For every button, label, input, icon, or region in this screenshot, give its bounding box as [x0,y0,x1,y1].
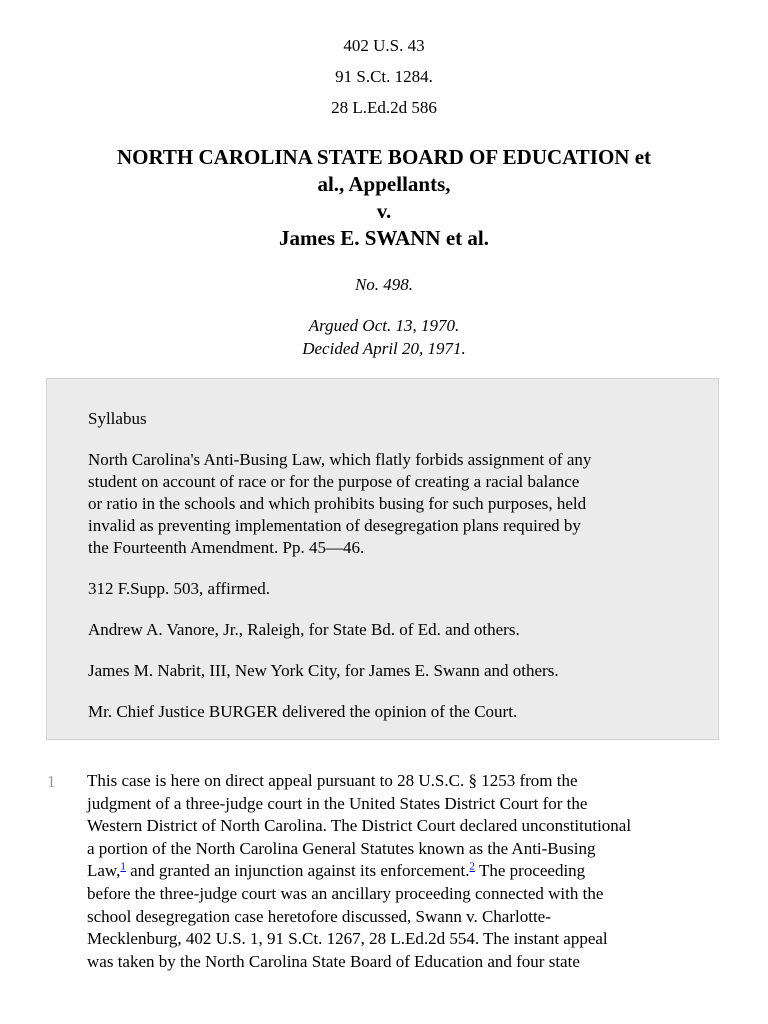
syllabus-heading: Syllabus [88,409,147,428]
case-title [40,144,728,252]
paragraph-text: and granted an injunction against its enforcement. [125,861,470,881]
syllabus-summary-line: North Carolina's Anti-Busing Law, which flatly forbids assignment of any [88,450,592,469]
paragraph-text: Law, [87,861,121,881]
paragraph-line: before the three-judge court was an ancillary proceeding connected with the [87,883,604,903]
citation-lawyers-edition: 28 L.Ed.2d 586 [331,98,437,117]
case-title-line: James E. SWANN et al. [279,226,489,250]
footnote-2-link[interactable]: 2 [469,860,476,873]
paragraph-text: The proceeding [475,861,586,881]
paragraph-line: was taken by the North Carolina State Board of Education and four state [87,951,580,971]
paragraph-number: 1 [47,772,56,791]
paragraph-line: This case is here on direct appeal pursuant to 28 U.S.C. § 1253 from the [87,771,578,790]
citation-us-reports: 402 U.S. 43 [343,36,425,55]
citation-supreme-court-reporter: 91 S.Ct. 1284. [335,67,433,86]
paragraph-line: judgment of a three-judge court in the United States District Court for the [87,793,588,813]
counsel-appellees: James M. Nabrit, III, New York City, for James E. Swann and others. [88,661,559,680]
syllabus-summary-line: the Fourteenth Amendment. Pp. 45—46. [88,538,365,557]
footnote-1-link[interactable]: 1 [120,860,126,873]
paragraph-line: a portion of the North Carolina General Statutes known as the Anti-Busing [87,838,596,858]
opinion-paragraph [87,770,727,973]
syllabus-box [46,378,719,740]
syllabus-summary [88,449,698,559]
docket-number: No. 498. [354,275,414,294]
decided-date: Decided April 20, 1971. [302,339,466,358]
paragraph-line: Mecklenburg, 402 U.S. 1, 91 S.Ct. 1267, 28 L.Ed.2d 554. The instant appeal [87,929,608,949]
paragraph-line: school desegregation case heretofore discussed, Swann v. Charlotte- [87,906,551,926]
case-title-line: al., Appellants, [317,172,451,196]
syllabus-summary-line: invalid as preventing implementation of desegregation plans required by [88,516,581,535]
argued-date: Argued Oct. 13, 1970. [308,316,460,335]
paragraph-line: Western District of North Carolina. The District Court declared unconstitutional [87,816,632,836]
syllabus-summary-line: or ratio in the schools and which prohibits busing for such purposes, held [88,494,587,513]
case-title-line: v. [376,199,392,223]
syllabus-summary-line: student on account of race or for the purpose of creating a racial balance [88,472,580,491]
paragraph-line-with-footnotes [87,860,727,883]
case-title-line: NORTH CAROLINA STATE BOARD OF EDUCATION et [116,145,652,169]
opinion-author: Mr. Chief Justice BURGER delivered the opinion of the Court. [88,702,518,721]
lower-court-disposition: 312 F.Supp. 503, affirmed. [88,579,271,598]
counsel-appellants: Andrew A. Vanore, Jr., Raleigh, for State Bd. of Ed. and others. [88,620,520,639]
